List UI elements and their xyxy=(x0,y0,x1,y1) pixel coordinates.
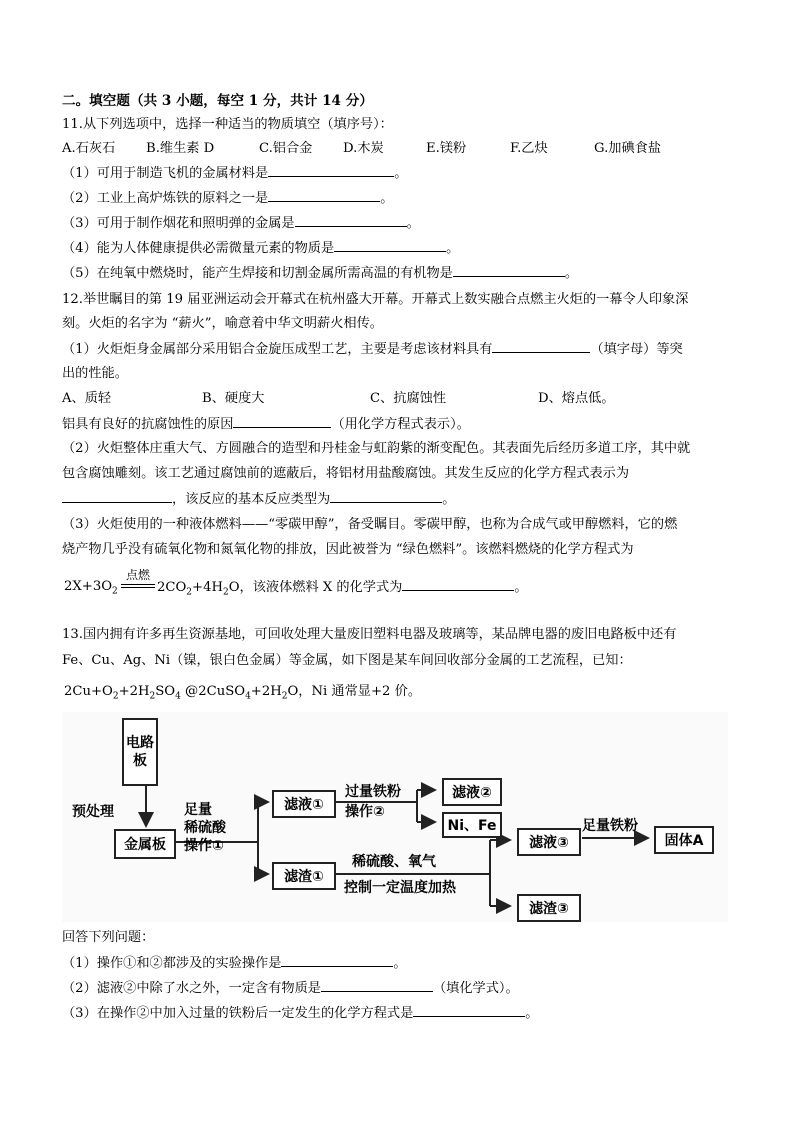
q12-part2-line1: （2）火炬整体庄重大气、方圆融合的造型和丹桂金与虹韵紫的渐变配色。其表面先后经历多道工序，其中就 xyxy=(62,441,691,456)
q11-sub-1: （1）可用于制造飞机的金属材料是 。 xyxy=(62,166,408,181)
answer-blank[interactable] xyxy=(492,340,590,353)
q13-known-equation: $2Cu+O_2+2H_2SO_4$ $@2CuSO_4+2H_2O$，Ni 通常显+2 价。 xyxy=(64,684,422,702)
q11-sub-4: （4）能为人体健康提供必需微量元素的物质是 。 xyxy=(62,241,460,256)
q11-option-f: F.乙炔 xyxy=(510,141,548,156)
q13-sub-2: （2）滤液②中除了水之外，一定含有物质是 （填化学式）。 xyxy=(62,981,519,996)
section-title: 二。填空题（共 3 小题，每空 1 分，共计 14 分） xyxy=(62,93,373,109)
q12-part2-line3: ，该反应的基本反应类型为 。 xyxy=(62,490,455,509)
ni-fe-box: Ni、Fe xyxy=(442,812,502,838)
q11-option-e: E.镁粉 xyxy=(426,141,467,156)
answer-blank[interactable] xyxy=(402,578,514,591)
q11-sub-3: （3）可用于制作烟花和照明弹的金属是 。 xyxy=(62,216,420,231)
step4-label: 足量铁粉 xyxy=(582,818,638,834)
reaction-condition: 点燃 xyxy=(125,568,150,582)
q12-stem-line1: 12.举世瞩目的第 19 届亚洲运动会开幕式在杭州盛大开幕。开幕式上数实融合点燃主火炬的一幕令人印象深 xyxy=(62,292,689,307)
q12-part1-reason: 铝具有良好的抗腐蚀性的原因 （用化学方程式表示）。 xyxy=(62,417,470,432)
answer-blank[interactable] xyxy=(268,189,380,202)
answer-blank[interactable] xyxy=(268,164,394,177)
answer-blank[interactable] xyxy=(330,490,442,503)
q12-option-c: C、抗腐蚀性 xyxy=(370,391,447,406)
step2-label-1: 过量铁粉 xyxy=(345,784,401,800)
residue1-box: 滤渣① xyxy=(272,862,336,890)
q11-option-d: D.木炭 xyxy=(343,141,384,156)
pretreatment-label: 预处理 xyxy=(72,804,114,820)
q12-part3-line1: （3）火炬使用的一种液体燃料——“零碳甲醇”，备受瞩目。零碳甲醇，也称为合成气或甲醇燃料，它的燃 xyxy=(62,517,678,532)
reaction-equals-top xyxy=(121,584,155,585)
q11-sub-5: （5）在纯氧中燃烧时，能产生焊接和切割金属所需高温的有机物是 。 xyxy=(62,266,579,281)
q13-stem-line1: 13.国内拥有许多再生资源基地，可回收处理大量废旧塑料电器及玻璃等，某品牌电器的废旧电路板中还有 xyxy=(62,627,677,642)
q12-option-b: B、硬度大 xyxy=(202,391,265,406)
q13-sub-3: （3）在操作②中加入过量的铁粉后一定发生的化学方程式是 。 xyxy=(62,1006,539,1021)
process-flow-diagram xyxy=(62,712,728,922)
step1-label-2: 稀硫酸 xyxy=(184,820,226,836)
q12-part1: （1）火炬炬身金属部分采用铝合金旋压成型工艺，主要是考虑该材料具有 （填字母）等突 xyxy=(62,342,683,357)
residue3-box: 滤渣③ xyxy=(517,894,581,922)
answer-blank[interactable] xyxy=(453,264,565,277)
answer-blank[interactable] xyxy=(413,1004,525,1017)
q11-option-a: A.石灰石 xyxy=(62,141,116,156)
q11-option-b: B.维生素 D xyxy=(146,141,215,156)
filtrate1-box: 滤液① xyxy=(272,790,336,818)
q12-part1-cont: 出的性能。 xyxy=(62,366,128,381)
step3-label-2: 控制一定温度加热 xyxy=(344,880,456,896)
answer-intro: 回答下列问题： xyxy=(62,930,155,945)
q12-option-d: D、熔点低。 xyxy=(538,391,615,406)
answer-blank[interactable] xyxy=(334,239,446,252)
q12-stem-line2: 刻。火炬的名字为 “薪火”，喻意着中华文明薪火相传。 xyxy=(62,316,383,331)
q13-sub-1: （1）操作①和②都涉及的实验操作是 。 xyxy=(62,956,407,971)
filtrate2-box: 滤液② xyxy=(442,778,502,806)
q12-equation-right: $2CO_2+4H_2O$，该液体燃料 X 的化学式为 。 xyxy=(157,580,528,598)
q12-part3-line2: 烧产物几乎没有硫氧化物和氮氧化物的排放，因此被誉为 “绿色燃料”。该燃料燃烧的化学方程式为 xyxy=(62,542,634,557)
q12-equation-left: $2X+3O_2$ xyxy=(64,579,118,597)
answer-blank[interactable] xyxy=(321,979,433,992)
answer-blank[interactable] xyxy=(281,954,393,967)
answer-blank[interactable] xyxy=(62,490,172,503)
q13-stem-line2: Fe、Cu、Ag、Ni（镍，银白色金属）等金属，如下图是某车间回收部分金属的工艺流程，已知： xyxy=(62,653,632,668)
q11-option-c: C.铝合金 xyxy=(259,141,313,156)
step1-label-3: 操作① xyxy=(184,838,224,854)
filtrate3-box: 滤液③ xyxy=(517,828,581,856)
circuit-board-box: 电路板 xyxy=(122,718,158,786)
solid-a-box: 固体A xyxy=(654,826,714,854)
metal-board-box: 金属板 xyxy=(114,829,176,859)
q11-option-g: G.加碘食盐 xyxy=(594,141,662,156)
answer-blank[interactable] xyxy=(233,415,331,428)
q12-option-a: A、质轻 xyxy=(62,391,112,406)
answer-blank[interactable] xyxy=(295,214,407,227)
step1-label-1: 足量 xyxy=(184,802,212,818)
q11-sub-2: （2）工业上高炉炼铁的原料之一是 。 xyxy=(62,191,394,206)
step3-label-1: 稀硫酸、氧气 xyxy=(352,854,436,870)
q12-part2-line2: 包含腐蚀雕刻。该工艺通过腐蚀前的遮蔽后，将铝材用盐酸腐蚀。其发生反应的化学方程式表示为 xyxy=(62,466,630,481)
reaction-equals-bottom xyxy=(121,587,155,588)
q11-stem: 11.从下列选项中，选择一种适当的物质填空（填序号）： xyxy=(62,117,393,132)
step2-label-2: 操作② xyxy=(345,804,385,820)
